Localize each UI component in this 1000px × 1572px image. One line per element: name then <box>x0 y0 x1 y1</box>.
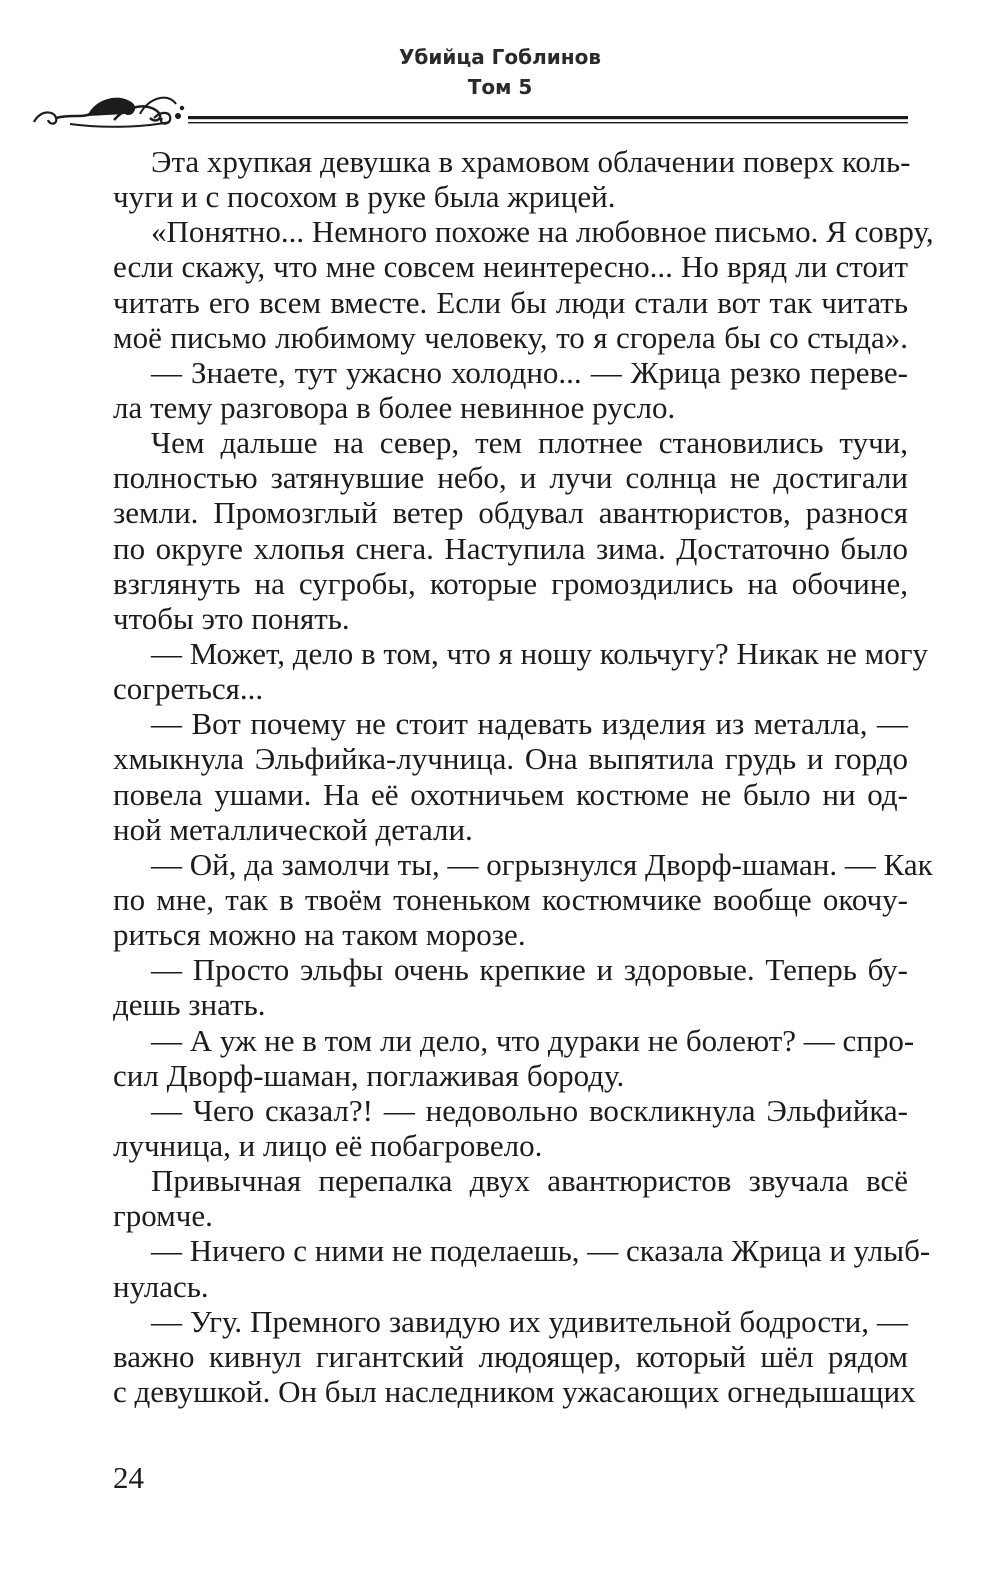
book-title: Убийца Гоблинов <box>398 45 602 69</box>
text-line: — Знаете, тут ужасно холодно... — Жрица резко переве- <box>151 354 908 390</box>
text-line: — Может, дело в том, что я ношу кольчугу? Никак не могу <box>151 635 928 671</box>
text-line: согреться... <box>113 671 264 707</box>
text-line: риться можно на таком морозе. <box>113 917 526 953</box>
body-text <box>113 144 934 1409</box>
text-line: по мне, так в твоём тоненьком костюмчике вообще окочу- <box>113 881 908 917</box>
text-line: с девушкой. Он был наследником ужасающих огнедышащих <box>113 1373 916 1409</box>
text-line: взглянуть на сугробы, которые громоздились на обочине, <box>113 565 908 601</box>
text-line: Чем дальше на север, тем плотнее становились тучи, <box>151 425 908 461</box>
text-line: — А уж не в том ли дело, что дураки не болеют? — спро- <box>151 1022 915 1058</box>
text-line: «Понятно... Немного похоже на любовное письмо. Я совру, <box>151 214 934 250</box>
text-line: чуги и с посохом в руке была жрицей. <box>113 179 616 215</box>
text-line: полностью затянувшие небо, и лучи солнца не достигали <box>113 460 908 496</box>
text-line: — Ничего с ними не поделаешь, — сказала Жрица и улыб- <box>151 1233 931 1269</box>
volume-label: Том 5 <box>467 75 533 99</box>
text-line: — Просто эльфы очень крепкие и здоровые. Теперь бу- <box>151 952 908 988</box>
text-line: нулась. <box>113 1268 209 1304</box>
page-number: 24 <box>113 1460 144 1495</box>
text-line: — Ой, да замолчи ты, — огрызнулся Дворф-шаман. — Как <box>151 846 933 882</box>
flourish-divider-icon <box>30 88 910 136</box>
text-line: лучница, и лицо её побагровело. <box>113 1127 543 1163</box>
text-line: Привычная перепалка двух авантюристов звучала всё <box>151 1163 908 1199</box>
text-line: сил Дворф-шаман, поглаживая бороду. <box>113 1057 625 1093</box>
text-line: ла тему разговора в более невинное русло. <box>113 389 676 425</box>
text-line: — Угу. Премного завидую их удивительной бодрости, — <box>151 1303 908 1339</box>
text-line: громче. <box>113 1198 213 1234</box>
text-line: ной металлической детали. <box>113 811 473 847</box>
text-line: по округе хлопья снега. Наступила зима. Достаточно было <box>113 530 908 566</box>
text-line: если скажу, что мне совсем неинтересно... Но вряд ли стоит <box>113 249 908 285</box>
text-line: чтобы это понять. <box>113 600 350 636</box>
text-line: дешь знать. <box>113 987 266 1023</box>
text-line: важно кивнул гигантский людоящер, который шёл рядом <box>113 1338 908 1374</box>
text-line: Эта хрупкая девушка в храмовом облачении поверх коль- <box>151 144 911 179</box>
text-line: хмыкнула Эльфийка-лучница. Она выпятила грудь и гордо <box>113 741 908 777</box>
text-line: моё письмо любимому человеку, то я сгорела бы со стыда». <box>113 319 908 355</box>
text-line: земли. Промозглый ветер обдувал авантюристов, разнося <box>113 495 908 531</box>
text-line: — Вот почему не стоит надевать изделия из металла, — <box>151 706 908 742</box>
text-line: — Чего сказал?! — недовольно воскликнула Эльфийка- <box>151 1092 908 1128</box>
text-line: повела ушами. На её охотничьем костюме не было ни од- <box>113 776 908 812</box>
text-line: читать его всем вместе. Если бы люди стали вот так читать <box>113 284 908 320</box>
